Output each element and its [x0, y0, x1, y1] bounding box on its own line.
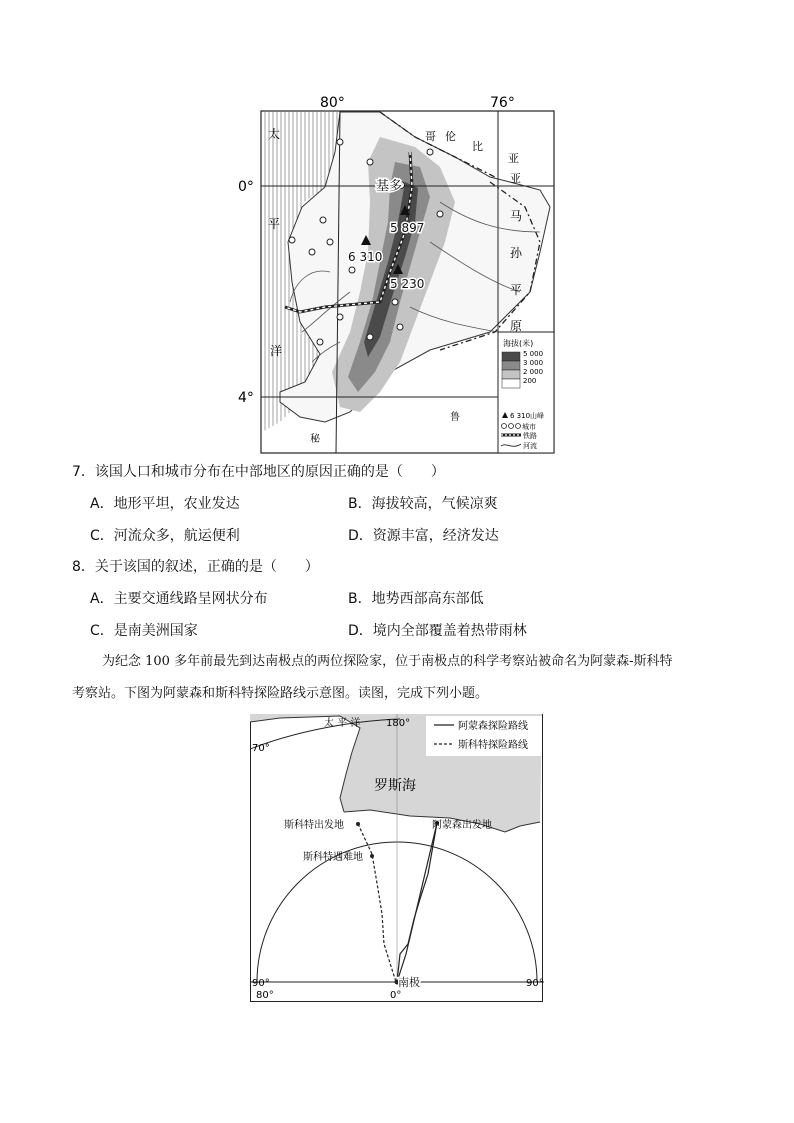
amundsen-start-label: 阿蒙森出发地 [432, 820, 492, 831]
lat-label-70: 70° [252, 743, 270, 754]
q8-option-b[interactable]: B．地势西部高东部低 [348, 591, 484, 607]
lat-label-0: 0° [238, 179, 254, 195]
region-label: 孙 [510, 246, 523, 260]
lon-label-90-right: 90° [526, 978, 544, 989]
question-7-stem: 7．该国人口和城市分布在中部地区的原因正确的是（ ） [72, 464, 445, 480]
peak-label: 6 310 [348, 250, 383, 264]
region-label: 伦 [445, 130, 456, 143]
legend-level: 200 [523, 377, 537, 385]
legend-title: 海拔(米) [503, 339, 534, 348]
q8-option-d[interactable]: D．境内全部覆盖着热带雨林 [348, 623, 527, 639]
legend-scott: 斯科特探险路线 [458, 740, 528, 751]
legend-level: 2 000 [523, 368, 544, 376]
legend-item: 铁路 [523, 432, 537, 440]
passage-line-1: 为纪念 100 多年前最先到达南极点的两位探险家，位于南极点的科学考察站被命名为阿蒙森-斯科特 [102, 654, 673, 669]
q8-option-c[interactable]: C．是南美洲国家 [90, 623, 198, 639]
legend-item: 城市 [522, 423, 536, 431]
region-label: 洋 [270, 344, 283, 358]
region-label: 亚 [508, 152, 519, 165]
lon-label-90-left: 90° [252, 978, 270, 989]
region-label: 鲁 [450, 412, 460, 423]
region-label: 哥 [425, 130, 436, 143]
lon-label-180: 180° [386, 718, 411, 729]
q7-option-b[interactable]: B．海拔较高，气候凉爽 [348, 496, 498, 512]
lon-label-0: 0° [390, 990, 402, 1001]
lat-label-4: 4° [238, 390, 254, 406]
region-label: 平 [510, 283, 523, 297]
city-label: 基多 [376, 179, 403, 194]
peak-label: 5 230 [390, 277, 425, 291]
peak-label: 5 897 [390, 221, 425, 235]
question-8-stem: 8．关于该国的叙述，正确的是（ ） [72, 559, 319, 575]
q7-option-d[interactable]: D．资源丰富，经济发达 [348, 528, 499, 544]
region-label: 原 [510, 319, 523, 333]
legend-item: 6 310山峰 [510, 412, 545, 420]
legend-level: 3 000 [523, 359, 544, 367]
ocean-label: 太 平 洋 [324, 718, 361, 729]
region-label: 秘 [310, 434, 320, 445]
sea-label: 罗斯海 [374, 778, 416, 794]
legend-item: 河流 [523, 442, 537, 450]
south-pole-label: 南极 [398, 976, 420, 989]
region-label: 平 [268, 217, 281, 231]
lat-label-80: 80° [256, 990, 274, 1001]
lon-label-80: 80° [320, 95, 345, 111]
region-label: 马 [510, 209, 523, 223]
q8-option-a[interactable]: A．主要交通线路呈网状分布 [90, 591, 268, 607]
region-label: 亚 [510, 172, 521, 185]
legend-level: 5 000 [523, 350, 544, 358]
city-icon [502, 424, 521, 429]
antarctic-route-map [250, 714, 544, 1003]
scott-start-label: 斯科特出发地 [284, 820, 344, 831]
lon-label-76: 76° [490, 95, 515, 111]
region-label: 太 [268, 127, 281, 141]
passage-line-2: 考察站。下图为阿蒙森和斯科特探险路线示意图。读图，完成下列小题。 [72, 686, 489, 701]
legend-amundsen: 阿蒙森探险路线 [458, 721, 528, 732]
q7-option-a[interactable]: A．地形平坦，农业发达 [90, 496, 240, 512]
region-label: 比 [472, 140, 483, 153]
q7-option-c[interactable]: C．河流众多，航运便利 [90, 528, 240, 544]
scott-death-label: 斯科特遇难地 [303, 852, 363, 863]
ecuador-map [240, 92, 560, 457]
